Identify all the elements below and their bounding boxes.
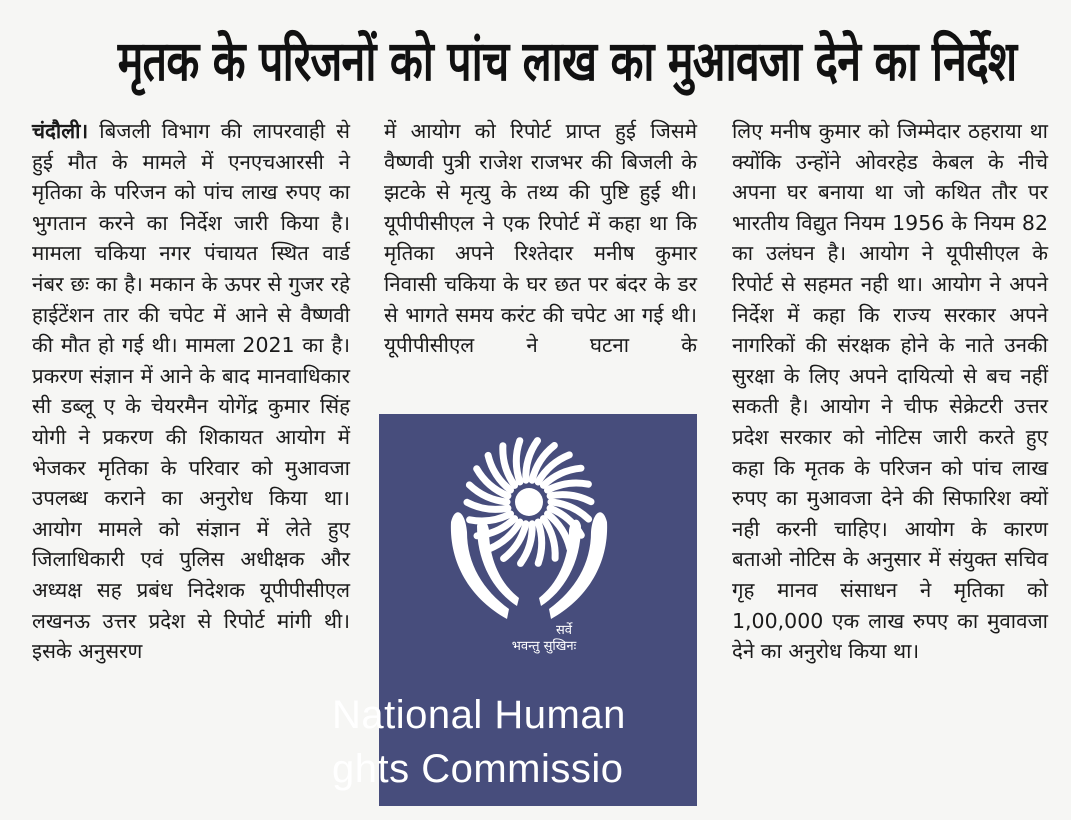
sun-ray-icon	[516, 441, 520, 482]
sun-ray-icon	[543, 519, 555, 559]
sun-ray-icon	[538, 522, 542, 563]
dateline: चंदौली।	[32, 119, 89, 143]
column-2-text: में आयोग को रिपोर्ट प्राप्त हुई जिसमे वैष्णवी पुत्री राजेश राजभर की बिजली के झटके से मृत्यु के तथ्य की पुष्टि हुई थी। यूपीपीसीएल ने एक रिपोर्ट में कहा था कि मृतिका अपने रिश्तेदार मनीष कुमार निवासी चकिया के घर छत पर बंदर के डर से भागते समय करंट की चपेट आ गई थी। यूपीपीसीएल ने घटना के	[384, 119, 697, 358]
headline: मृतक के परिजनों को पांच लाख का मुआवजा देने का निर्देश	[117, 29, 1017, 93]
sun-ray-icon	[548, 483, 589, 490]
nhrc-photo	[332, 414, 697, 806]
org-name-line-1: National Human	[332, 693, 626, 737]
article-column-1	[32, 116, 350, 667]
column-1-text: बिजली विभाग की लापरवाही से हुई मौत के मामले में एनएचआरसी ने मृतिका के परिजन को पांच लाख रुपए का भुगतान करने का निर्देश जारी किया है। मामला चकिया नगर पंचायत स्थित वार्ड नंबर छः का है। मकान के ऊपर से गुजर रहे हाईटेंशन तार की चपेट में आने से वैष्णवी की मौत हो गई थी। मामला 2021 का है। प्रकरण संज्ञान में आने के बाद मानवाधिकार सी डब्लू ए के चेयरमैन योगेंद्र कुमार सिंह योगी ने प्रकरण की शिकायत आयोग में भेजकर मृतिका के परिवार को मुआवजा उपलब्ध कराने का अनुरोध किया था। आयोग मामले को संज्ञान में लेते हुए जिलाधिकारी एवं पुलिस अधीक्षक और अध्यक्ष सह प्रबंध निदेशक यूपीपीसीएल लखनऊ उत्तर प्रदेश से रिपोर्ट मांगी थी। इसके अनुसरण	[32, 119, 350, 664]
article-column-3	[732, 116, 1048, 667]
motto-line-2: भवन्तु सुखिनः	[511, 639, 577, 654]
sun-ray-icon	[503, 446, 515, 486]
sun-ray-icon	[470, 514, 511, 521]
article-column-2	[384, 116, 697, 361]
column-3-text: लिए मनीष कुमार को जिम्मेदार ठहराया था क्योंकि उन्होंने ओवरहेड केबल के नीचे अपना घर बनाया था जो कथित तौर पर भारतीय विद्युत नियम 1956 के नियम 82 का उलंघन है। आयोग ने यूपीसीएल के रिपोर्ट से सहमत नही था। आयोग ने अपने निर्देश में कहा कि राज्य सरकार अपने नागरिकों की संरक्षक होने के नाते उनकी सुरक्षा के लिए अपने दायित्यो से बच नहीं सकती है। आयोग ने चीफ सेक्रेटरी उत्तर प्रदेश सरकार को नोटिस जारी करते हुए कहा कि मृतक के परिजन को पांच लाख रुपए का मुआवजा देने की सिफारिश क्यों नही करनी चाहिए। आयोग के कारण बताओ नोटिस के अनुसार में संयुक्त सचिव गृह मानव संसाधन ने मृतिका को 1,00,000 एक लाख रुपए का मुवावजा देने का अनुरोध किया था।	[732, 119, 1048, 664]
org-name-line-2: ghts Commissio	[332, 747, 624, 791]
column-1-paragraph	[32, 116, 350, 667]
motto-line-1: सर्वे	[555, 623, 573, 638]
